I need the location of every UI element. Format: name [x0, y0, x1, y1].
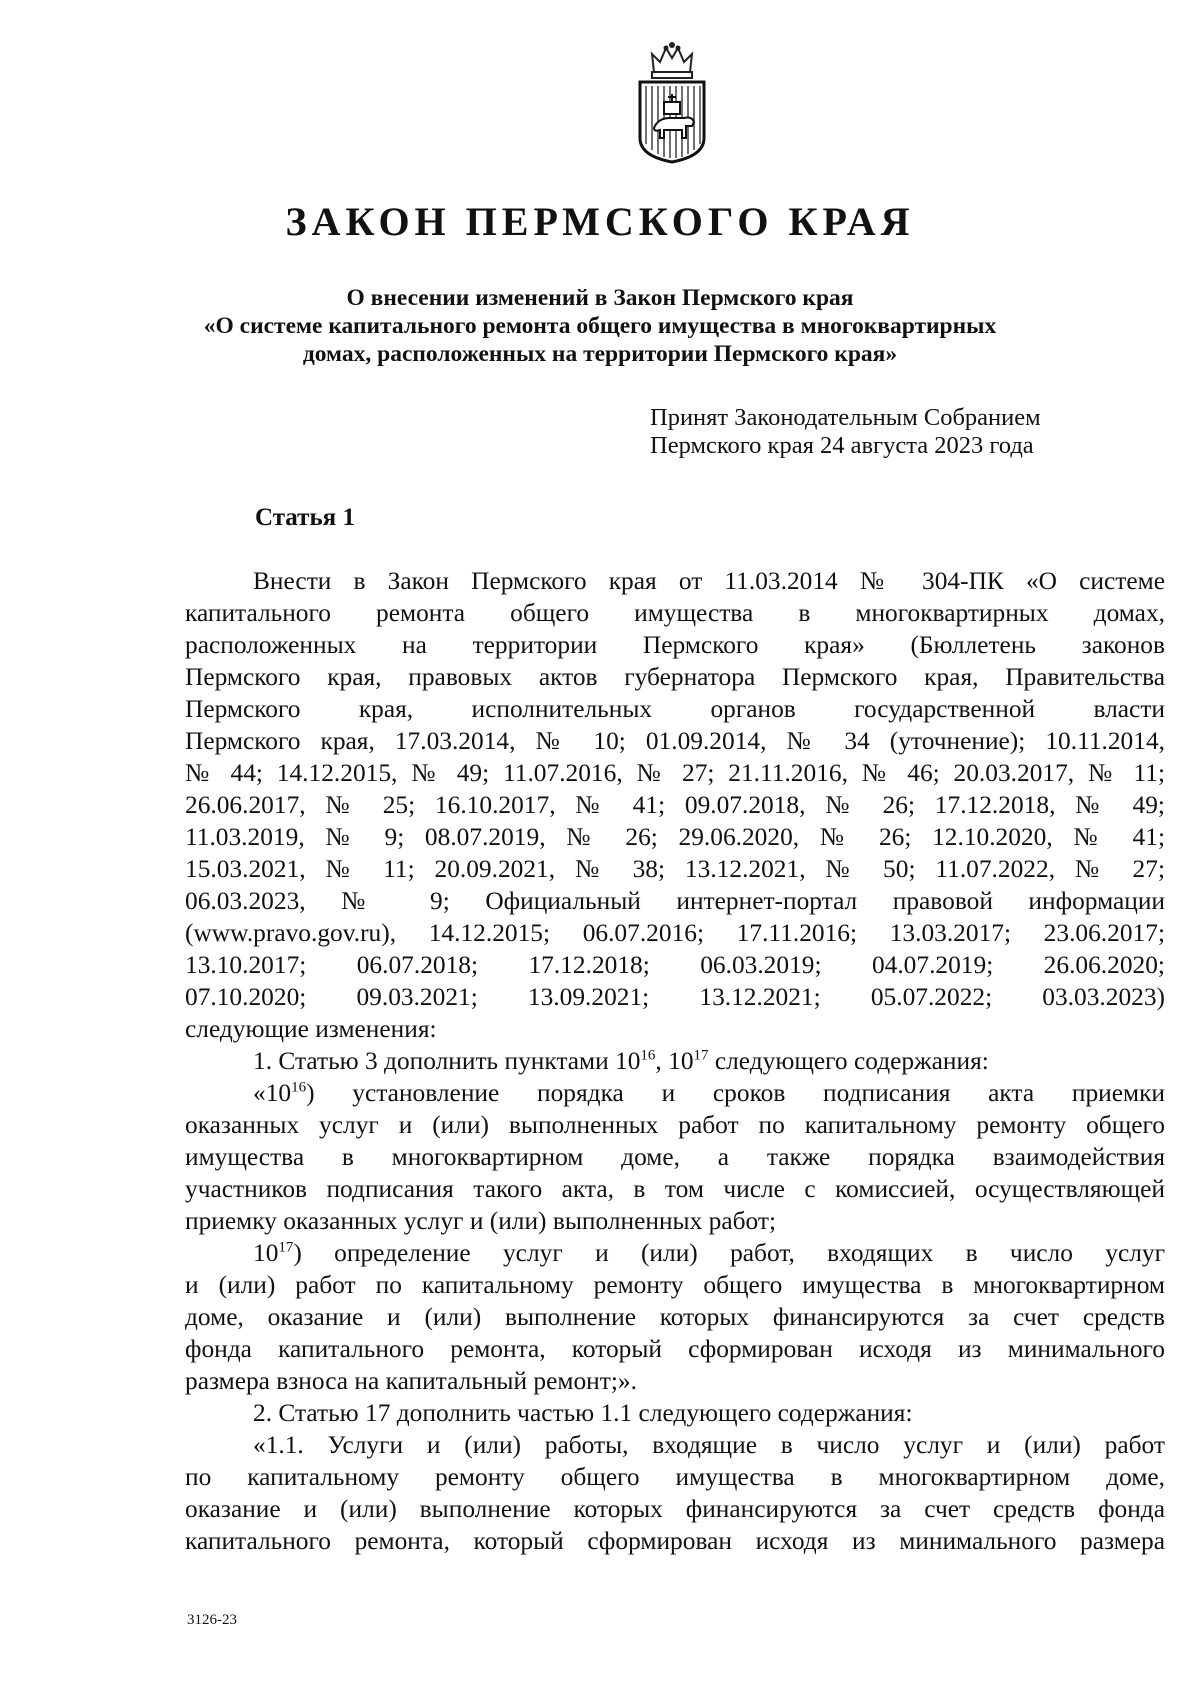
- text-line: «1.1. Услуги и (или) работы, входящие в число услуг и (или) работ: [253, 1431, 1165, 1459]
- text-line: Пермского края, исполнительных органов государственной власти: [185, 695, 1165, 723]
- text-line: капитального ремонта общего имущества в многоквартирных домах,: [185, 599, 1165, 627]
- text-line: участников подписания такого акта, в том числе с комиссией, осуществляющей: [185, 1175, 1165, 1203]
- text-line: оказанных услуг и (или) выполненных работ по капитальному ремонту общего: [185, 1111, 1165, 1139]
- text-line: размера взноса на капитальный ремонт;».: [185, 1367, 637, 1395]
- text-line: оказание и (или) выполнение которых финансируются за счет средств фонда: [185, 1495, 1165, 1523]
- text-line: 13.10.2017; 06.07.2018; 17.12.2018; 06.03.2019; 04.07.2019; 26.06.2020;: [185, 951, 1165, 979]
- subtitle-line: О внесении изменений в Закон Пермского края: [346, 285, 854, 311]
- coat-of-arms-icon: [634, 42, 710, 164]
- item-2-part-1-1: [185, 1429, 1165, 1557]
- document-subtitle: [150, 284, 1050, 368]
- text-line: 26.06.2017, № 25; 16.10.2017, № 41; 09.07.2018, № 26; 17.12.2018, № 49;: [185, 791, 1165, 819]
- text-line: «$10^{16}$) установление порядка и сроков подписания акта приемки: [253, 1079, 1165, 1107]
- item-1-point-10-17: [185, 1237, 1165, 1397]
- text-line: Пермского края, 17.03.2014, № 10; 01.09.2014, № 34 (уточнение); 10.11.2014,: [185, 727, 1165, 755]
- subtitle-line: домах, расположенных на территории Пермского края»: [302, 341, 898, 367]
- text-line: доме, оказание и (или) выполнение которых финансируются за счет средств: [185, 1303, 1165, 1331]
- text-line: и (или) работ по капитальному ремонту общего имущества в многоквартирном: [185, 1271, 1165, 1299]
- adoption-note: [650, 404, 1041, 460]
- adoption-line: Пермского края 24 августа 2023 года: [650, 432, 1034, 459]
- text-line: Внести в Закон Пермского края от 11.03.2014 № 304-ПК «О системе: [253, 567, 1165, 595]
- text-line: имущества в многоквартирном доме, а также порядка взаимодействия: [185, 1143, 1165, 1171]
- text-line: (www.pravo.gov.ru), 14.12.2015; 06.07.2016; 17.11.2016; 13.03.2017; 23.06.2017;: [185, 919, 1165, 947]
- article-heading: Статья 1: [255, 504, 355, 531]
- text-line: приемку оказанных услуг и (или) выполненных работ;: [185, 1207, 777, 1235]
- item-1: [185, 1045, 1165, 1077]
- text-line: № 44; 14.12.2015, № 49; 11.07.2016, № 27; 21.11.2016, № 46; 20.03.2017, № 11;: [185, 759, 1165, 787]
- article-body: [185, 565, 1165, 1557]
- text-line: 15.03.2021, № 11; 20.09.2021, № 38; 13.12.2021, № 50; 11.07.2022, № 27;: [185, 855, 1165, 883]
- text-line: Пермского края, правовых актов губернатора Пермского края, Правительства: [185, 663, 1165, 691]
- subtitle-line: «О системе капитального ремонта общего имущества в многоквартирных: [203, 313, 997, 339]
- text-line: 2. Статью 17 дополнить частью 1.1 следующего содержания:: [253, 1399, 913, 1427]
- text-line: 06.03.2023, № 9; Официальный интернет-портал правовой информации: [185, 887, 1165, 915]
- text-line: фонда капитального ремонта, который сформирован исходя из минимального: [185, 1335, 1165, 1363]
- item-1-point-10-16: [185, 1077, 1165, 1237]
- text-line: расположенных на территории Пермского края» (Бюллетень законов: [185, 631, 1165, 659]
- text-line: капитального ремонта, который сформирован исходя из минимального размера: [185, 1527, 1165, 1555]
- text-line: 11.03.2019, № 9; 08.07.2019, № 26; 29.06.2020, № 26; 12.10.2020, № 41;: [185, 823, 1165, 851]
- adoption-line: Принят Законодательным Собранием: [650, 404, 1041, 431]
- text-line: $10^{17}$) определение услуг и (или) работ, входящих в число услуг: [253, 1239, 1165, 1267]
- text-line: 07.10.2020; 09.03.2021; 13.09.2021; 13.12.2021; 05.07.2022; 03.03.2023): [185, 983, 1165, 1011]
- document-code: 3126-23: [187, 1612, 237, 1628]
- text-line: следующие изменения:: [185, 1015, 437, 1043]
- intro-paragraph: [185, 565, 1165, 1045]
- item-2: [185, 1397, 1165, 1429]
- text-line: по капитальному ремонту общего имущества в многоквартирном доме,: [185, 1463, 1165, 1491]
- document-title: ЗАКОН ПЕРМСКОГО КРАЯ: [285, 199, 915, 244]
- text-line: 1. Статью 3 дополнить пунктами $10^{16}$, $10^{17}$ следующего содержания:: [253, 1047, 989, 1075]
